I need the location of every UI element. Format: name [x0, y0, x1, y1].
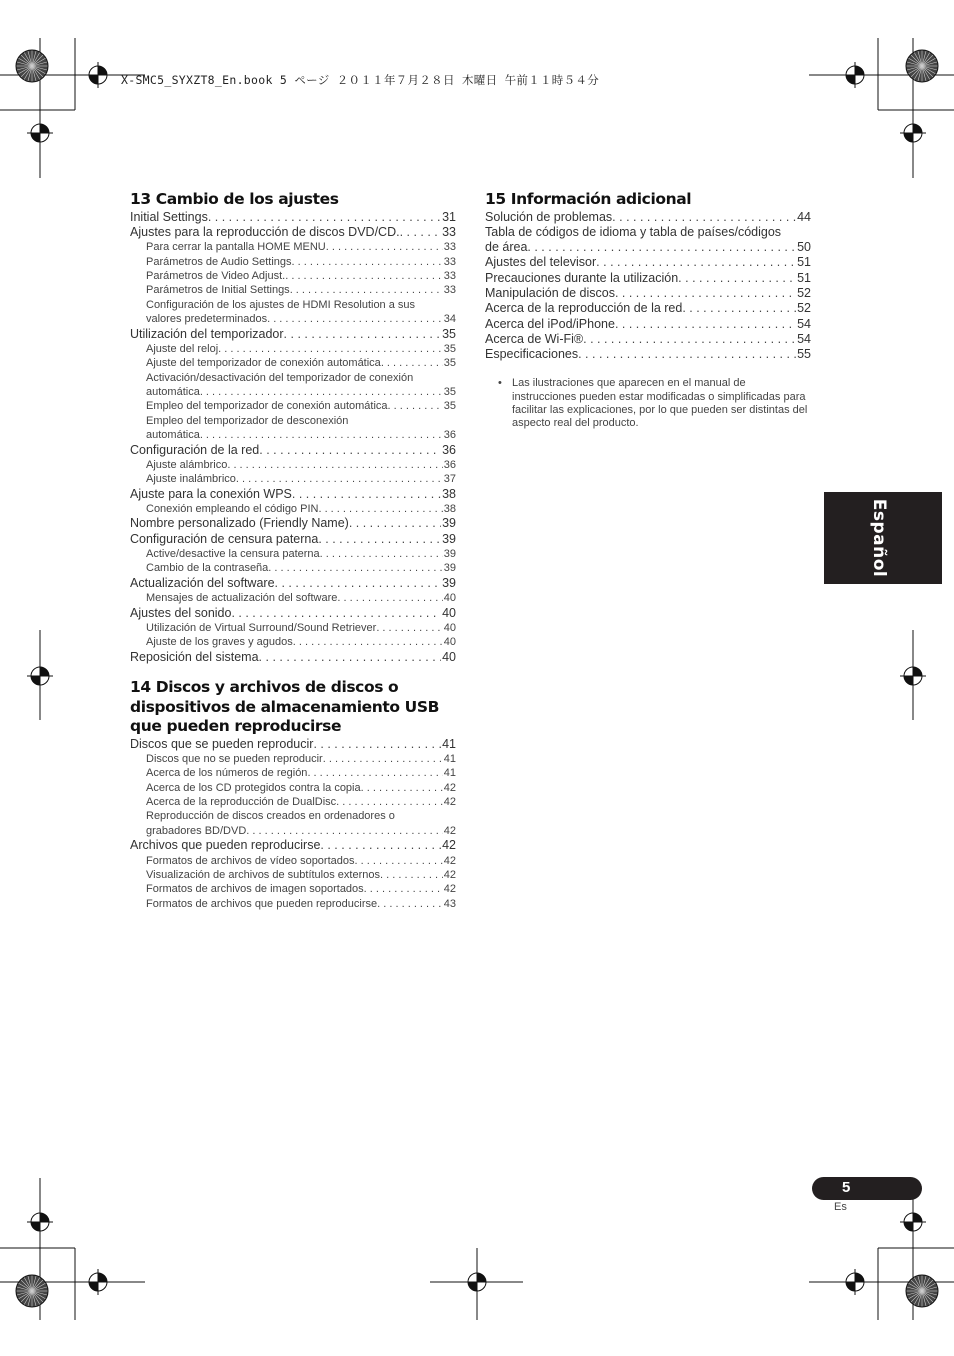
registration-quadrant — [913, 667, 922, 676]
leader-dots — [284, 327, 442, 342]
leader-dots — [236, 472, 443, 486]
leader-dots — [381, 356, 443, 370]
leader-dots — [275, 576, 442, 591]
toc-entry-label: Reposición del sistema — [130, 649, 259, 664]
toc-entry-label: Ajuste del temporizador de conexión automática — [146, 357, 381, 370]
toc-entry-label: Conexión empleando el código PIN — [146, 503, 319, 516]
note — [485, 377, 811, 430]
toc-entry-page: 43 — [443, 897, 456, 910]
toc-entry-page: 42 — [443, 883, 456, 896]
toc-entry — [130, 737, 456, 752]
toc-entry-page: 52 — [797, 285, 811, 300]
toc-entry-label: grabadores BD/DVD — [146, 824, 247, 837]
leader-dots — [578, 347, 796, 362]
leader-dots — [200, 385, 443, 399]
toc-entry — [485, 271, 811, 286]
toc-entry-page: 42 — [443, 824, 456, 837]
toc-entry — [485, 301, 811, 316]
leader-dots — [320, 838, 441, 853]
toc-entry-label: Ajuste para la conexión WPS — [130, 486, 292, 501]
leader-dots — [682, 301, 796, 316]
toc-entry — [130, 225, 456, 240]
toc-entry-page: 33 — [443, 269, 456, 282]
page-language-code: Es — [834, 1201, 847, 1213]
registration-quadrant — [31, 133, 40, 142]
leader-dots — [400, 225, 442, 240]
leader-dots — [583, 332, 796, 347]
leader-dots — [268, 561, 442, 575]
toc-entry — [130, 752, 456, 766]
toc-entry — [130, 591, 456, 605]
toc-entry-text: Configuración de los ajustes de HDMI Resolution a sus — [146, 298, 416, 311]
leader-dots — [285, 269, 443, 283]
toc-entry-page: 54 — [797, 316, 811, 331]
toc-entry — [130, 342, 456, 356]
toc-entry-page: 37 — [443, 473, 456, 486]
toc-entry — [130, 443, 456, 458]
toc-entry-page: 34 — [443, 313, 456, 326]
toc-entry — [130, 502, 456, 516]
leader-dots — [388, 399, 443, 413]
toc-entry-page: 35 — [443, 357, 456, 370]
toc-entry — [485, 210, 811, 225]
toc-entry-label: Acerca del iPod/iPhone — [485, 316, 615, 331]
registration-quadrant — [31, 1222, 40, 1231]
toc-entry-label: Parámetros de Audio Settings — [146, 255, 292, 268]
registration-quadrant — [846, 75, 855, 84]
section-title-14: 14 Discos y archivos de discos o dispositivos de almacenamiento USB que pueden reproducirse — [130, 678, 440, 735]
toc-entry-page: 35 — [443, 342, 456, 355]
leader-dots — [259, 443, 441, 458]
toc-entry — [130, 621, 456, 635]
toc-entry — [130, 650, 456, 665]
leader-dots — [326, 240, 443, 254]
toc-list-15 — [485, 210, 811, 363]
leader-dots — [320, 547, 443, 561]
toc-entry-page: 41 — [442, 736, 456, 751]
toc-entry-label: Utilización de Virtual Surround/Sound Retriever — [146, 621, 377, 634]
toc-entry — [485, 347, 811, 362]
page-number-badge — [812, 1177, 922, 1200]
toc-entry-page: 42 — [442, 838, 456, 853]
toc-entry-label: Solución de problemas — [485, 209, 613, 224]
toc-entry — [130, 561, 456, 575]
toc-entry — [130, 824, 456, 838]
toc-entry-label: Ajuste del reloj — [146, 342, 219, 355]
toc-entry-page: 33 — [443, 255, 456, 268]
toc-entry-label: Ajuste alámbrico — [146, 458, 228, 471]
toc-entry — [130, 766, 456, 780]
toc-list-14 — [130, 737, 456, 912]
toc-entry — [485, 255, 811, 270]
toc-entry-label: Ajustes para la reproducción de discos DVD/CD. — [130, 224, 400, 239]
toc-entry-label: Actualización del software — [130, 575, 275, 590]
toc-entry-label: Precauciones durante la utilización — [485, 270, 679, 285]
toc-entry-page: 42 — [443, 781, 456, 794]
toc-entry — [485, 332, 811, 347]
toc-entry — [130, 854, 456, 868]
toc-entry — [130, 516, 456, 531]
registration-quadrant — [89, 1282, 98, 1291]
registration-quadrant — [98, 66, 107, 75]
toc-entry-page: 35 — [443, 400, 456, 413]
toc-entry-page: 40 — [442, 605, 456, 620]
toc-entry-page: 40 — [443, 636, 456, 649]
print-header: X-SMC5_SYXZT8_En.book 5 ページ ２０１１年７月２８日 木曜日 午前１１時５４分 — [121, 73, 600, 87]
toc-entry — [130, 240, 456, 254]
toc-entry — [130, 283, 456, 297]
toc-entry-label: Especificaciones — [485, 347, 579, 362]
toc-entry — [130, 882, 456, 896]
toc-entry — [130, 576, 456, 591]
toc-entry-text: Tabla de códigos de idioma y tabla de países/códigos — [485, 224, 782, 239]
toc-entry-label: Configuración de la red — [130, 442, 260, 457]
language-tab — [824, 492, 942, 584]
leader-dots — [313, 737, 441, 752]
toc-entry-page: 33 — [442, 224, 456, 239]
section-title-13: 13 Cambio de los ajustes — [130, 190, 339, 208]
toc-entry-page: 35 — [442, 326, 456, 341]
toc-entry — [130, 399, 456, 413]
toc-entry-page: 40 — [443, 621, 456, 634]
toc-entry-page: 38 — [442, 486, 456, 501]
toc-entry-page: 31 — [442, 209, 456, 224]
toc-entry-label: Ajuste inalámbrico — [146, 473, 236, 486]
toc-entry-page: 36 — [442, 442, 456, 457]
toc-entry — [130, 487, 456, 502]
leader-dots — [218, 342, 443, 356]
toc-entry-label: Formatos de archivos de vídeo soportados — [146, 854, 355, 867]
registration-quadrant — [468, 1282, 477, 1291]
leader-dots — [292, 255, 443, 269]
toc-entry — [130, 897, 456, 911]
registration-quadrant — [904, 676, 913, 685]
toc-entry — [130, 606, 456, 621]
toc-entry-page: 33 — [443, 284, 456, 297]
toc-entry-page: 42 — [443, 868, 456, 881]
registration-quadrant — [855, 1273, 864, 1282]
leader-dots — [615, 317, 796, 332]
leader-dots — [615, 286, 796, 301]
toc-entry-label: Formatos de archivos de imagen soportados — [146, 883, 364, 896]
registration-quadrant — [89, 75, 98, 84]
toc-entry — [485, 286, 811, 301]
toc-entry-page: 39 — [442, 516, 456, 531]
toc-entry-page: 40 — [442, 649, 456, 664]
leader-dots — [376, 621, 442, 635]
registration-quadrant — [846, 1282, 855, 1291]
toc-entry — [130, 428, 456, 442]
toc-entry-label: Para cerrar la pantalla HOME MENU — [146, 241, 326, 254]
toc-entry — [130, 838, 456, 853]
toc-entry-label: Mensajes de actualización del software — [146, 592, 338, 605]
toc-entry-label: Archivos que pueden reproducirse — [130, 838, 321, 853]
toc-entry-page: 40 — [443, 592, 456, 605]
toc-entry — [130, 269, 456, 283]
leader-dots — [377, 897, 443, 911]
leader-dots — [355, 854, 443, 868]
leader-dots — [246, 824, 442, 838]
note-text: Las ilustraciones que aparecen en el manual de instrucciones pueden estar modificadas o simplificadas para facilitar las explicaciones, por lo que pueden ser distintas del aspecto real del producto. — [512, 377, 808, 430]
toc-entry-label: Discos que no se pueden reproducir — [146, 752, 323, 765]
registration-quadrant — [913, 124, 922, 133]
toc-entry-label: Configuración de censura paterna — [130, 531, 319, 546]
toc-entry-label: valores predeterminados — [146, 313, 268, 326]
leader-dots — [293, 635, 443, 649]
toc-entry-label: Visualización de archivos de subtítulos externos — [146, 868, 380, 881]
toc-entry-text: Reproducción de discos creados en ordenadores o — [146, 810, 395, 823]
toc-entry-label: de área — [485, 240, 528, 255]
registration-quadrant — [98, 1273, 107, 1282]
leader-dots — [323, 752, 443, 766]
toc-entry-text: Activación/desactivación del temporizador de conexión — [146, 371, 414, 384]
leader-dots — [231, 606, 441, 621]
toc-entry-label: Parámetros de Initial Settings — [146, 284, 290, 297]
toc-entry-label: Manipulación de discos — [485, 285, 615, 300]
toc-entry-label: Acerca de los CD protegidos contra la copia — [146, 781, 361, 794]
toc-entry — [130, 327, 456, 342]
toc-entry-label: Acerca de los números de región — [146, 767, 308, 780]
leader-dots — [318, 502, 442, 516]
toc-entry-label: Acerca de la reproducción de la red — [485, 301, 683, 316]
toc-entry-label: Ajustes del sonido — [130, 605, 232, 620]
leader-dots — [364, 882, 443, 896]
leader-dots — [596, 255, 796, 270]
toc-entry — [130, 635, 456, 649]
toc-entry-label: Acerca de la reproducción de DualDisc — [146, 796, 337, 809]
toc-entry-text: Empleo del temporizador de desconexión — [146, 414, 349, 427]
toc-entry-label: Initial Settings — [130, 209, 208, 224]
toc-entry-page: 50 — [797, 240, 811, 255]
toc-entry — [130, 458, 456, 472]
toc-entry-label: Parámetros de Video Adjust. — [146, 269, 286, 282]
toc-entry-label: automática — [146, 429, 200, 442]
leader-dots — [361, 781, 443, 795]
toc-entry — [130, 312, 456, 326]
registration-quadrant — [40, 1213, 49, 1222]
toc-right-column — [485, 190, 811, 430]
leader-dots — [349, 516, 441, 531]
toc-entry — [130, 472, 456, 486]
toc-entry-page: 55 — [797, 347, 811, 362]
toc-entry — [130, 547, 456, 561]
toc-entry — [130, 781, 456, 795]
registration-quadrant — [31, 676, 40, 685]
leader-dots — [267, 312, 443, 326]
leader-dots — [259, 650, 442, 665]
page-number: 5 — [842, 1179, 851, 1196]
leader-dots — [678, 271, 796, 286]
toc-entry — [130, 795, 456, 809]
toc-entry-page: 42 — [443, 854, 456, 867]
toc-entry-label: automática — [146, 386, 200, 399]
toc-entry-page: 35 — [443, 386, 456, 399]
toc-entry-page: 36 — [443, 458, 456, 471]
leader-dots — [200, 428, 443, 442]
registration-quadrant — [40, 124, 49, 133]
toc-entry-label: Empleo del temporizador de conexión automática — [146, 400, 388, 413]
registration-quadrant — [904, 133, 913, 142]
toc-entry — [485, 240, 811, 255]
toc-entry-label: Acerca de Wi-Fi® — [485, 331, 584, 346]
toc-entry-page: 44 — [797, 209, 811, 224]
toc-entry-label: Utilización del temporizador — [130, 326, 284, 341]
note-bullet: • — [498, 377, 502, 390]
leader-dots — [337, 591, 442, 605]
leader-dots — [208, 210, 441, 225]
toc-entry-label: Ajustes del televisor — [485, 255, 597, 270]
toc-entry-page: 36 — [443, 429, 456, 442]
registration-quadrant — [40, 667, 49, 676]
toc-entry-page: 39 — [442, 531, 456, 546]
toc-entry-page: 54 — [797, 331, 811, 346]
toc-entry — [130, 385, 456, 399]
toc-entry-page: 51 — [797, 255, 811, 270]
toc-entry — [130, 532, 456, 547]
leader-dots — [380, 868, 443, 882]
leader-dots — [307, 766, 442, 780]
leader-dots — [612, 210, 796, 225]
registration-quadrant — [904, 1222, 913, 1231]
toc-entry-page: 41 — [443, 767, 456, 780]
toc-entry — [130, 356, 456, 370]
leader-dots — [318, 532, 441, 547]
toc-list-13 — [130, 210, 456, 666]
toc-entry — [130, 868, 456, 882]
toc-entry — [485, 317, 811, 332]
toc-left-column — [130, 190, 456, 911]
toc-entry-page: 42 — [443, 796, 456, 809]
registration-quadrant — [477, 1273, 486, 1282]
toc-entry — [130, 210, 456, 225]
toc-entry-label: Formatos de archivos que pueden reproducirse — [146, 897, 378, 910]
toc-entry-page: 39 — [443, 562, 456, 575]
toc-entry-label: Discos que se pueden reproducir — [130, 736, 314, 751]
toc-entry-label: Ajuste de los graves y agudos — [146, 636, 293, 649]
leader-dots — [290, 283, 443, 297]
registration-quadrant — [913, 1213, 922, 1222]
leader-dots — [527, 240, 796, 255]
leader-dots — [336, 795, 443, 809]
toc-entry-label: Nombre personalizado (Friendly Name) — [130, 516, 349, 531]
toc-entry-label: Cambio de la contraseña — [146, 562, 269, 575]
toc-entry-page: 38 — [443, 503, 456, 516]
language-tab-label: Español — [869, 498, 889, 578]
toc-entry-page: 33 — [443, 241, 456, 254]
registration-quadrant — [855, 66, 864, 75]
toc-entry-label: Active/desactive la censura paterna — [146, 548, 320, 561]
toc-entry-page: 41 — [443, 752, 456, 765]
leader-dots — [292, 487, 441, 502]
leader-dots — [227, 458, 442, 472]
toc-entry-page: 39 — [443, 548, 456, 561]
toc-entry-page: 39 — [442, 575, 456, 590]
toc-entry — [130, 255, 456, 269]
toc-entry-page: 52 — [797, 301, 811, 316]
section-title-15: 15 Información adicional — [485, 190, 692, 208]
toc-entry-page: 51 — [797, 270, 811, 285]
